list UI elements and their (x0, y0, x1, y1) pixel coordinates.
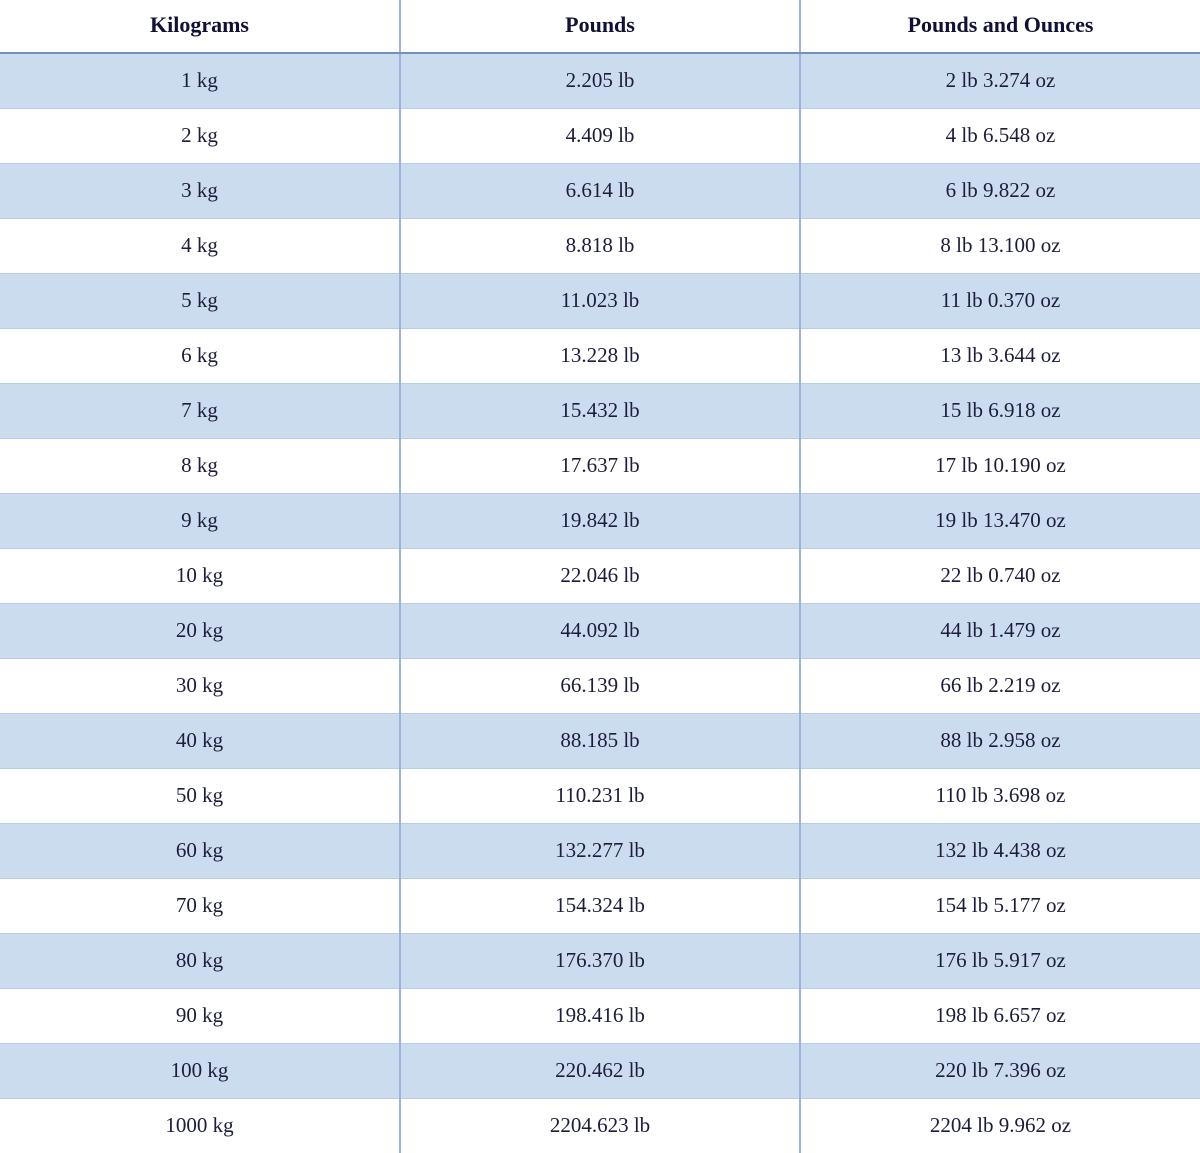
cell-pounds-and-ounces-value: 110 lb 3.698 oz (801, 784, 1200, 807)
cell-pounds (400, 439, 800, 494)
table-row (0, 604, 1200, 659)
cell-kilograms-value: 70 kg (0, 894, 399, 917)
cell-pounds (400, 109, 800, 164)
cell-pounds-and-ounces (800, 219, 1200, 274)
table-row (0, 879, 1200, 934)
cell-pounds-value: 15.432 lb (401, 399, 799, 422)
cell-kilograms (0, 109, 400, 164)
cell-kilograms-value: 60 kg (0, 839, 399, 862)
cell-pounds-and-ounces (800, 714, 1200, 769)
cell-kilograms (0, 1099, 400, 1153)
cell-pounds-value: 220.462 lb (401, 1059, 799, 1082)
cell-pounds (400, 824, 800, 879)
cell-pounds-and-ounces-value: 22 lb 0.740 oz (801, 564, 1200, 587)
cell-pounds (400, 769, 800, 824)
cell-kilograms-value: 30 kg (0, 674, 399, 697)
cell-pounds-value: 88.185 lb (401, 729, 799, 752)
cell-pounds-value: 2.205 lb (401, 69, 799, 92)
table-row (0, 439, 1200, 494)
cell-kilograms (0, 604, 400, 659)
table-row (0, 714, 1200, 769)
cell-kilograms (0, 494, 400, 549)
cell-pounds (400, 164, 800, 219)
cell-kilograms-value: 6 kg (0, 344, 399, 367)
cell-pounds-and-ounces (800, 53, 1200, 109)
cell-pounds-and-ounces-value: 6 lb 9.822 oz (801, 179, 1200, 202)
table-row (0, 1044, 1200, 1099)
cell-pounds-and-ounces (800, 274, 1200, 329)
cell-pounds-and-ounces (800, 879, 1200, 934)
table-header (0, 0, 1200, 53)
cell-kilograms (0, 659, 400, 714)
cell-pounds-and-ounces (800, 604, 1200, 659)
cell-pounds (400, 494, 800, 549)
cell-kilograms-value: 9 kg (0, 509, 399, 532)
cell-pounds-value: 44.092 lb (401, 619, 799, 642)
cell-kilograms (0, 934, 400, 989)
table-row (0, 659, 1200, 714)
cell-kilograms-value: 5 kg (0, 289, 399, 312)
table-row (0, 989, 1200, 1044)
cell-pounds-and-ounces (800, 1099, 1200, 1153)
cell-kilograms (0, 1044, 400, 1099)
cell-kilograms (0, 164, 400, 219)
cell-pounds-and-ounces-value: 220 lb 7.396 oz (801, 1059, 1200, 1082)
cell-pounds (400, 329, 800, 384)
cell-pounds (400, 879, 800, 934)
cell-kilograms (0, 769, 400, 824)
cell-kilograms-value: 40 kg (0, 729, 399, 752)
table-header-row (0, 0, 1200, 53)
cell-pounds-and-ounces-value: 176 lb 5.917 oz (801, 949, 1200, 972)
cell-kilograms (0, 714, 400, 769)
cell-pounds-and-ounces-value: 154 lb 5.177 oz (801, 894, 1200, 917)
cell-kilograms (0, 549, 400, 604)
cell-pounds (400, 274, 800, 329)
cell-pounds-and-ounces (800, 164, 1200, 219)
cell-pounds-and-ounces (800, 989, 1200, 1044)
cell-pounds (400, 549, 800, 604)
cell-pounds-and-ounces (800, 109, 1200, 164)
cell-kilograms-value: 4 kg (0, 234, 399, 257)
cell-kilograms (0, 824, 400, 879)
table-row (0, 934, 1200, 989)
cell-pounds-and-ounces-value: 2204 lb 9.962 oz (801, 1114, 1200, 1137)
cell-kilograms-value: 2 kg (0, 124, 399, 147)
cell-pounds-and-ounces-value: 132 lb 4.438 oz (801, 839, 1200, 862)
cell-pounds-and-ounces-value: 11 lb 0.370 oz (801, 289, 1200, 312)
cell-pounds-value: 154.324 lb (401, 894, 799, 917)
cell-kilograms (0, 384, 400, 439)
cell-kilograms-value: 80 kg (0, 949, 399, 972)
cell-kilograms (0, 219, 400, 274)
cell-pounds (400, 989, 800, 1044)
table-row (0, 109, 1200, 164)
cell-pounds (400, 714, 800, 769)
cell-kilograms (0, 989, 400, 1044)
cell-pounds-and-ounces-value: 66 lb 2.219 oz (801, 674, 1200, 697)
cell-pounds-and-ounces-value: 88 lb 2.958 oz (801, 729, 1200, 752)
cell-pounds-and-ounces (800, 824, 1200, 879)
cell-pounds-and-ounces-value: 44 lb 1.479 oz (801, 619, 1200, 642)
cell-pounds-and-ounces (800, 384, 1200, 439)
cell-kilograms-value: 8 kg (0, 454, 399, 477)
cell-pounds (400, 934, 800, 989)
table-row (0, 1099, 1200, 1153)
cell-pounds-value: 19.842 lb (401, 509, 799, 532)
cell-pounds (400, 219, 800, 274)
table-row (0, 549, 1200, 604)
cell-pounds-value: 198.416 lb (401, 1004, 799, 1027)
cell-pounds-and-ounces (800, 934, 1200, 989)
column-header-pounds-and-ounces: Pounds and Ounces (800, 0, 1200, 53)
cell-kilograms-value: 7 kg (0, 399, 399, 422)
cell-kilograms (0, 274, 400, 329)
cell-pounds-and-ounces-value: 13 lb 3.644 oz (801, 344, 1200, 367)
cell-kilograms-value: 20 kg (0, 619, 399, 642)
cell-pounds-and-ounces-value: 8 lb 13.100 oz (801, 234, 1200, 257)
cell-pounds-and-ounces (800, 1044, 1200, 1099)
cell-kilograms (0, 439, 400, 494)
cell-kilograms-value: 1000 kg (0, 1114, 399, 1137)
table-row (0, 329, 1200, 384)
cell-pounds-and-ounces (800, 769, 1200, 824)
table-body (0, 53, 1200, 1153)
cell-pounds-value: 4.409 lb (401, 124, 799, 147)
cell-pounds-and-ounces (800, 439, 1200, 494)
cell-pounds-value: 8.818 lb (401, 234, 799, 257)
cell-pounds-and-ounces-value: 17 lb 10.190 oz (801, 454, 1200, 477)
cell-pounds-and-ounces-value: 4 lb 6.548 oz (801, 124, 1200, 147)
cell-pounds-and-ounces (800, 549, 1200, 604)
cell-pounds-and-ounces-value: 198 lb 6.657 oz (801, 1004, 1200, 1027)
cell-pounds-value: 17.637 lb (401, 454, 799, 477)
cell-pounds-and-ounces (800, 659, 1200, 714)
table-row (0, 769, 1200, 824)
cell-pounds-and-ounces-value: 15 lb 6.918 oz (801, 399, 1200, 422)
cell-pounds (400, 1044, 800, 1099)
cell-pounds-value: 132.277 lb (401, 839, 799, 862)
cell-kilograms-value: 10 kg (0, 564, 399, 587)
cell-pounds (400, 604, 800, 659)
cell-pounds-value: 2204.623 lb (401, 1114, 799, 1137)
cell-kilograms-value: 1 kg (0, 69, 399, 92)
table-row (0, 384, 1200, 439)
cell-kilograms (0, 329, 400, 384)
cell-pounds-and-ounces-value: 2 lb 3.274 oz (801, 69, 1200, 92)
column-header-kilograms: Kilograms (0, 0, 400, 53)
table-row (0, 53, 1200, 109)
cell-pounds-value: 66.139 lb (401, 674, 799, 697)
cell-pounds-value: 22.046 lb (401, 564, 799, 587)
cell-kilograms (0, 879, 400, 934)
cell-kilograms-value: 90 kg (0, 1004, 399, 1027)
cell-pounds-value: 11.023 lb (401, 289, 799, 312)
cell-pounds-value: 13.228 lb (401, 344, 799, 367)
column-header-pounds: Pounds (400, 0, 800, 53)
table-row (0, 824, 1200, 879)
table-row (0, 274, 1200, 329)
cell-pounds-value: 110.231 lb (401, 784, 799, 807)
cell-pounds (400, 384, 800, 439)
cell-pounds (400, 1099, 800, 1153)
cell-pounds (400, 53, 800, 109)
cell-pounds-and-ounces (800, 329, 1200, 384)
cell-pounds (400, 659, 800, 714)
table-row (0, 164, 1200, 219)
cell-pounds-value: 176.370 lb (401, 949, 799, 972)
table-row (0, 494, 1200, 549)
table-row (0, 219, 1200, 274)
cell-pounds-and-ounces (800, 494, 1200, 549)
cell-pounds-value: 6.614 lb (401, 179, 799, 202)
cell-kilograms-value: 3 kg (0, 179, 399, 202)
cell-kilograms-value: 100 kg (0, 1059, 399, 1082)
cell-kilograms (0, 53, 400, 109)
cell-kilograms-value: 50 kg (0, 784, 399, 807)
cell-pounds-and-ounces-value: 19 lb 13.470 oz (801, 509, 1200, 532)
